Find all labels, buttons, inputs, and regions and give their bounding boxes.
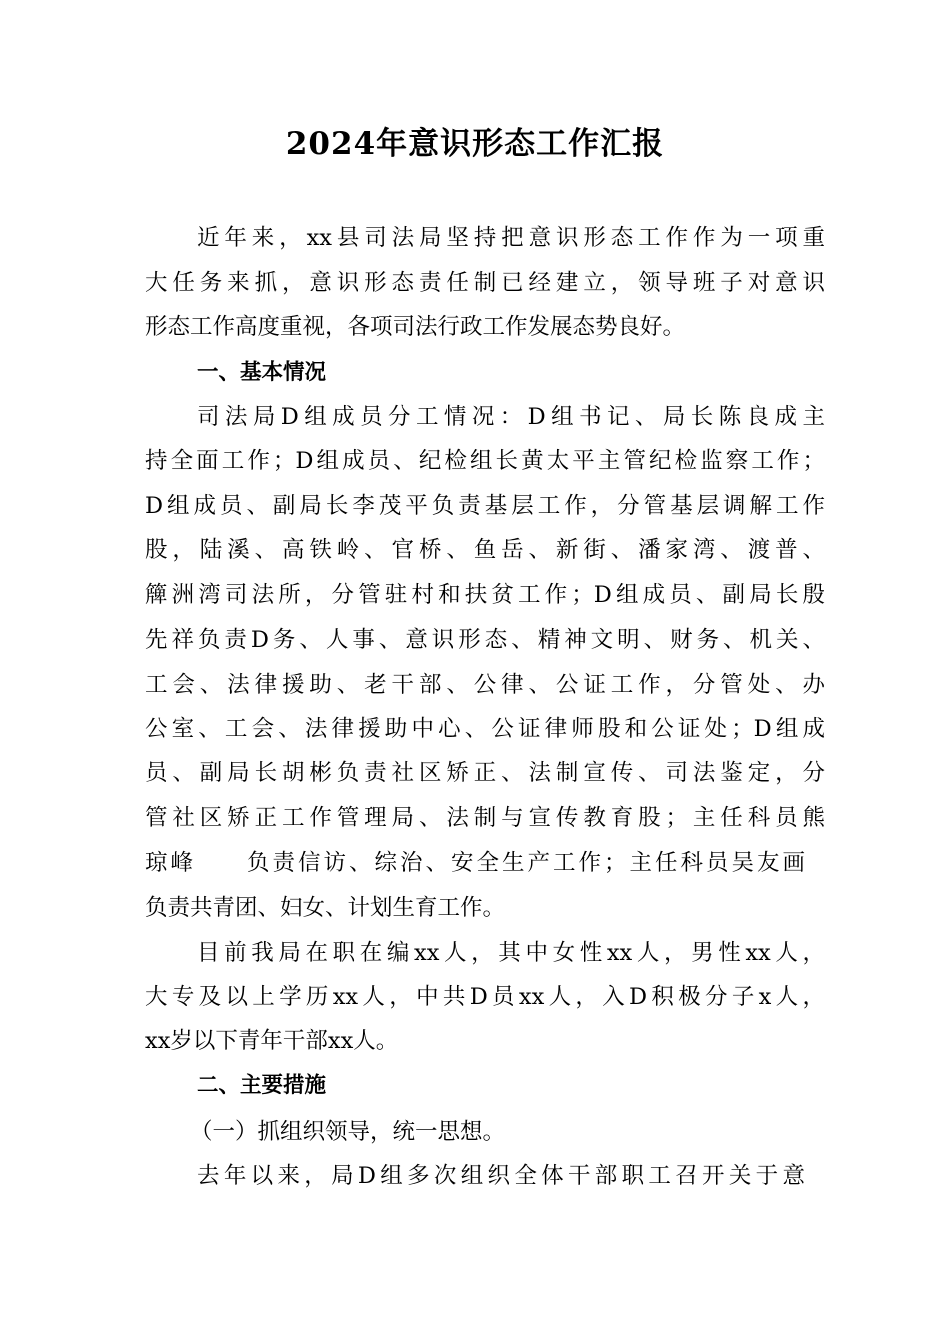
paragraph-line: 大专及以上学历xx人，中共D员xx人，入D积极分子x人， bbox=[145, 984, 825, 1010]
paragraph-line: 持全面工作；D组成员、纪检组长黄太平主管纪检监察工作； bbox=[145, 448, 825, 474]
paragraph-line: 近年来，xx县司法局坚持把意识形态工作作为一项重 bbox=[197, 225, 825, 251]
subsection-heading: （一）抓组织领导，统一思想。 bbox=[190, 1119, 506, 1145]
paragraph-line: 负责共青团、妇女、计划生育工作。 bbox=[145, 895, 506, 921]
paragraph-line: 琼峰 负责信访、综治、安全生产工作；主任科员吴友画 bbox=[145, 850, 805, 876]
paragraph-line: 工会、法律援助、老干部、公律、公证工作，分管处、办 bbox=[145, 672, 825, 698]
paragraph-line: 簰洲湾司法所，分管驻村和扶贫工作；D组成员、副局长殷 bbox=[145, 582, 825, 608]
paragraph-line: 员、副局长胡彬负责社区矫正、法制宣传、司法鉴定，分 bbox=[145, 760, 825, 786]
paragraph-line: 股，陆溪、高铁岭、官桥、鱼岳、新街、潘家湾、渡普、 bbox=[145, 537, 825, 563]
paragraph-line: D组成员、副局长李茂平负责基层工作，分管基层调解工作 bbox=[145, 493, 825, 519]
section-heading: 二、主要措施 bbox=[197, 1073, 327, 1098]
paragraph-line: xx岁以下青年干部xx人。 bbox=[145, 1028, 399, 1054]
paragraph-line: 管社区矫正工作管理局、法制与宣传教育股；主任科员熊 bbox=[145, 805, 825, 831]
paragraph-line: 公室、工会、法律援助中心、公证律师股和公证处；D组成 bbox=[145, 716, 825, 742]
section-heading: 一、基本情况 bbox=[197, 360, 327, 385]
paragraph-line: 目前我局在职在编xx人，其中女性xx人，男性xx人， bbox=[197, 940, 825, 966]
paragraph-line: 大任务来抓，意识形态责任制已经建立，领导班子对意识 bbox=[145, 270, 825, 296]
paragraph-line: 先祥负责D务、人事、意识形态、精神文明、财务、机关、 bbox=[145, 627, 825, 653]
paragraph-line: 去年以来，局D组多次组织全体干部职工召开关于意 bbox=[197, 1163, 805, 1189]
paragraph-line: 形态工作高度重视，各项司法行政工作发展态势良好。 bbox=[145, 314, 686, 340]
paragraph-line: 司法局D组成员分工情况：D组书记、局长陈良成主 bbox=[197, 404, 825, 430]
page-title: 2024年意识形态工作汇报 bbox=[285, 126, 665, 162]
